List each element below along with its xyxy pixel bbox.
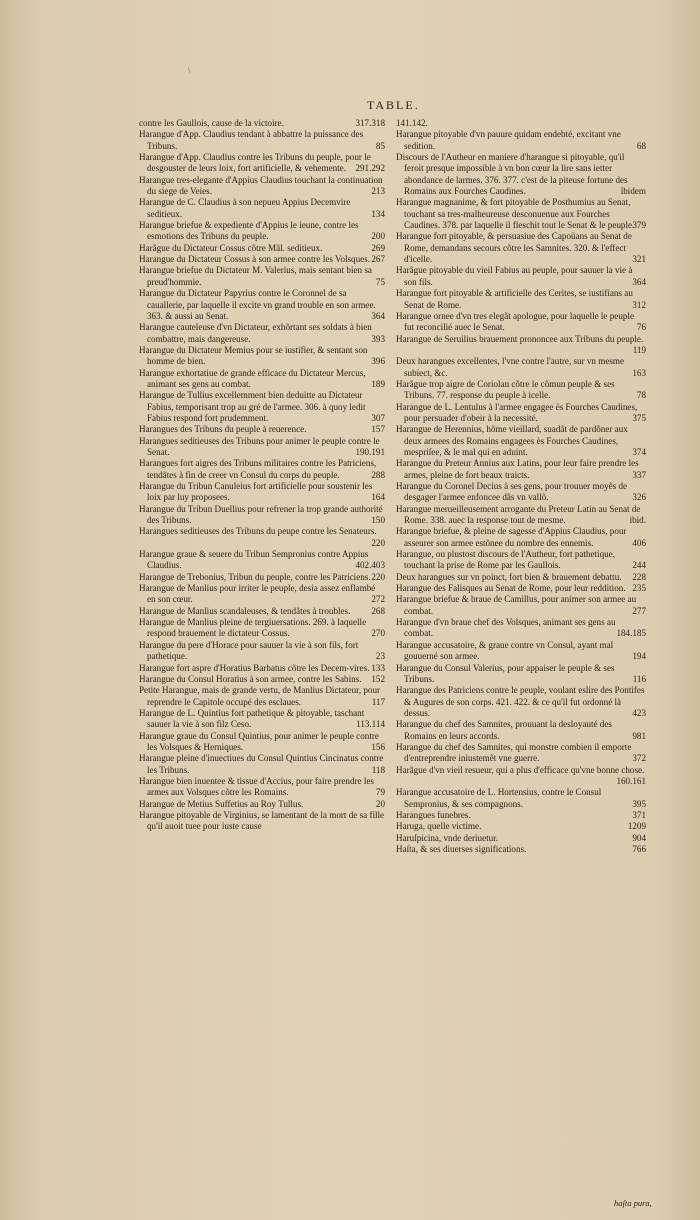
page-number: 113.114: [356, 719, 385, 730]
entry-text: Harangue d'App. Claudius tendant à abbattre la puissance des Tribuns.: [139, 129, 364, 151]
page-number: 134: [371, 208, 385, 219]
index-entry: [396, 379, 646, 402]
page-number: ibidem: [620, 186, 646, 197]
entry-text: Harangue graue du Consul Quintius, pour animer le peuple contre les Volsques & Herniques.: [139, 730, 379, 752]
catchword: haſta pura,: [614, 1198, 652, 1208]
index-entry: [139, 572, 385, 583]
entry-text: Harangue d'vn braue chef des Volsques, animant ses gens au combat.: [396, 617, 616, 639]
index-entry: [396, 844, 646, 855]
index-entry: [396, 129, 646, 152]
entry-text: Harangue du Consul Valerius, pour appaiser le peuple & ses Tribuns.: [396, 662, 615, 684]
index-entry: [396, 402, 646, 425]
index-column-left: [139, 118, 385, 833]
page-number: 766: [632, 844, 646, 854]
index-entry: [139, 288, 385, 322]
entry-text: Deux harangues sur vn poinct, fort bien & brauement debattu.: [396, 571, 622, 582]
entry-text: Harangues seditieuses des Tribuns pour animer le peuple contre le Senat.: [139, 435, 380, 457]
index-entry: [396, 742, 646, 765]
page-number: 402.403: [355, 560, 385, 571]
page-number: 268: [371, 605, 385, 616]
index-entry: [396, 152, 646, 197]
index-entry: [139, 481, 385, 504]
entry-text: contre les Gaullois, cause de la victoire.: [139, 118, 284, 128]
page-number: 68: [636, 140, 646, 151]
index-entry: [396, 334, 646, 357]
entry-text: Harangue pitoyable d'vn pauure quidam endebté, excitant vne sedition.: [396, 129, 621, 151]
entry-text: Harangue du Tribun Duellius pour refrener la trop grande authorité des Tribuns.: [139, 503, 383, 526]
margin-mark: \: [188, 66, 191, 75]
page-number: 213: [371, 186, 385, 197]
entry-text: Harangue de L. Quintius fort pathetique & pitoyable, taschant sauuer la vie à son filz Ceso.: [139, 707, 365, 730]
page-number: 371: [632, 809, 646, 820]
page-number: 393: [371, 333, 385, 344]
entry-text: Harangue merueilleusement arrogante du Preteur Latin au Senat de Rome. 338. auec la response tout de mesme.: [396, 503, 641, 526]
entry-text: Harangue de Metius Suffetius au Roy Tullus.: [139, 798, 304, 809]
index-entry: [139, 220, 385, 243]
entry-text: Harangues fort aigres des Tribuns militaires contre les Patriciens, tendãtes à fin de creer vn Consul du corps du peuple.: [139, 458, 377, 480]
page-number: 288: [371, 469, 385, 480]
index-entry: [396, 810, 646, 821]
entry-text: Harangue fort pitoyable, & persuasiue des Capoüans au Senat de Rome, demandans secours cõtre les Samnites. 320. & l'effect d'icelle.: [396, 231, 632, 265]
index-entry: [139, 663, 385, 674]
index-entry: [396, 640, 646, 663]
index-entry: [139, 674, 385, 685]
entry-text: Harangue du Dictateur Papyrius contre le Coronnel de sa cauallerie, par laquelle il excite vn grand trouble en son armee. 363. & aussi au Senat.: [139, 288, 376, 321]
index-entry: [396, 765, 646, 788]
index-entry: [396, 583, 646, 594]
page-number: 372: [632, 753, 646, 764]
page-number: 220: [371, 537, 385, 548]
index-entry: [396, 311, 646, 334]
entry-text: Harangue du Tribun Canuleius fort artificielle pour soustenir les loix par luy proposees.: [139, 481, 373, 503]
index-entry: [139, 458, 385, 481]
index-entry: [139, 640, 385, 663]
page-number: 904: [632, 832, 646, 843]
page-number: 164: [371, 492, 385, 503]
index-entry: [139, 197, 385, 220]
page-number: 272: [371, 594, 385, 605]
entry-text: Harangue des Patriciens contre le peuple, voulant eslire des Pontifes & Augures de son corps. 421. 422. & ce qu'il fut ordonné là dessus.: [396, 685, 645, 718]
page-number: 118: [371, 764, 385, 775]
page-number: 406: [632, 537, 646, 548]
page-number: ibid.: [629, 515, 646, 526]
page-number: 200: [371, 231, 385, 242]
index-entry: [396, 663, 646, 686]
entry-text: Harangue pitoyable de Virginius, se lamentant de la mort de sa fille qu'il auoit tuee pour iuste cause: [139, 809, 385, 832]
page-number: 189: [371, 378, 385, 389]
entry-text: Petite Harangue, mais de grande vertu, de Manlius Dictateur, pour reprendre le Capitole occupé des esclaues.: [139, 685, 381, 707]
page-number: 75: [375, 276, 385, 287]
index-entry: [139, 526, 385, 549]
page-number: 228: [632, 571, 646, 582]
page-number: 423: [632, 707, 646, 718]
index-entry: [396, 787, 646, 810]
index-entry: [139, 118, 385, 129]
index-entry: [139, 265, 385, 288]
entry-text: Harangue de C. Claudius à son nepueu Appius Decemvire seditieux.: [139, 197, 351, 219]
page-number: 981: [632, 730, 646, 741]
page-number: 277: [632, 605, 646, 616]
page-number: 152: [371, 673, 385, 684]
entry-text: Harangue briefue, & pleine de sagesse d'Appius Claudius, pour asseurer son armee estõnee du nombre des ennemis.: [396, 526, 627, 548]
index-entry: [139, 368, 385, 391]
entry-text: Harangue de Seruilius brauement prononcee aux Tribuns du peuple.: [396, 333, 644, 344]
index-entry: [396, 265, 646, 288]
entry-text: Harangues des Tribuns du peuple à reuerence.: [139, 424, 307, 435]
entry-text: Harangue briefue du Dictateur M. Valerius, mais sentant bien sa preud'hommie.: [139, 265, 372, 287]
index-entry: [139, 345, 385, 368]
page-number: 395: [632, 798, 646, 809]
entry-text: Harangue de Manlius pleine de tergiuersations. 269. à laquelle respond brauement le dictateur Cossus.: [139, 617, 367, 639]
index-entry: [396, 594, 646, 617]
entry-text: Discours de l'Autheur en maniere d'harangue si pitoyable, qu'il feroit presque impossible à vn bon cœur la lire sans ietter abondance de larmes. 376. 377. c'est de la piteuse fortune des Romains aux Fourches Caudines.: [396, 152, 628, 197]
index-entry: [139, 708, 385, 731]
page-number: 76: [636, 322, 646, 333]
entry-text: Harangue ornee d'vn tres elegãt apologue, pour laquelle le peuple fut reconcilié auec le Senat.: [396, 310, 634, 333]
page-number: 312: [632, 299, 646, 310]
index-entry: [396, 458, 646, 481]
entry-text: Harangue de Trebonius, Tribun du peuple, contre les Patriciens.: [139, 571, 371, 582]
page-number: 78: [636, 390, 646, 401]
index-entry: [396, 231, 646, 265]
entry-text: Harangue accusatoire de L. Hortensius, contre le Consul Sempronius, & ses compagnons.: [396, 787, 602, 809]
index-entry: [396, 617, 646, 640]
entry-text: Haruga, quelle victime.: [396, 821, 482, 832]
entry-text: Harangue graue & seuere du Tribun Sempronius contre Appius Claudius.: [139, 549, 369, 571]
entry-text: Harangue de Manlius scandaleuses, & tendãtes à troubles.: [139, 605, 351, 616]
page-number: 270: [371, 628, 385, 639]
page-number: 117: [371, 696, 385, 707]
entry-text: Harangue du chef des Samnites, prouuant la desloyauté des Romains en leurs accords.: [396, 719, 612, 741]
index-entry: [396, 833, 646, 844]
index-entry: [139, 810, 385, 833]
page-number: 150: [371, 515, 385, 526]
page-number: 119: [632, 344, 646, 355]
entry-text: Harãgue pitoyable du vieil Fabius au peuple, pour sauuer la vie à son fils.: [396, 265, 633, 287]
entry-text: Harangue briefue & braue de Camillus, pour animer son armee au combat.: [396, 594, 637, 616]
page-number: 160.161: [616, 775, 646, 786]
page-number: 307: [371, 412, 385, 423]
index-entry: [139, 606, 385, 617]
page-number: 321: [632, 254, 646, 265]
page-number: 337: [632, 469, 646, 480]
entry-text: Harangue tres-elegante d'Appius Claudius touchant la continuation du siege de Veies.: [139, 174, 383, 197]
page-number: 364: [632, 276, 646, 287]
index-entry: [139, 175, 385, 198]
entry-text: Harangues seditieuses des Tribuns du peupe contre les Senateurs.: [139, 526, 377, 537]
page-number: 220: [371, 571, 385, 582]
entry-text: Harangue du Coronel Decius à ses gens, pour trouuer moyẽs de desgager l'armee enfoncee dãs vn vallõ.: [396, 481, 628, 503]
page-number: 291.292: [355, 163, 385, 174]
index-entry: [139, 685, 385, 708]
index-entry: [139, 424, 385, 435]
entry-text: Harangue bien inuentee & tissue d'Accius, pour faire prendre les armes aux Volsques cõtre les Romains.: [139, 775, 374, 798]
entry-text: Haruſpicina, vnde deriuetur.: [396, 832, 499, 843]
entry-text: Haſta, & ses diuerses significations.: [396, 844, 527, 854]
page-number: 79: [375, 787, 385, 798]
index-entry: [139, 152, 385, 175]
page-number: 374: [632, 446, 646, 457]
index-entry: [139, 731, 385, 754]
page-number: 190.191: [355, 446, 385, 457]
page-number: 269: [371, 242, 385, 253]
index-entry: [139, 583, 385, 606]
entry-text: Harangues funebres.: [396, 809, 471, 820]
entry-text: Harangue du Consul Horatius à son armee, contre les Sabins.: [139, 673, 362, 684]
entry-text: Harangue du Dictateur Memius pour se iustifier, & sentant son homme de bien.: [139, 344, 368, 367]
index-entry: [139, 799, 385, 810]
index-entry: [396, 572, 646, 583]
entry-text: Harangue du Dictateur Cossus à son armee contre les Volsques.: [139, 254, 370, 265]
index-entry: [139, 753, 385, 776]
index-entry: [139, 617, 385, 640]
page-number: 20: [375, 798, 385, 809]
page-number: 379: [632, 220, 646, 231]
index-entry: [139, 129, 385, 152]
index-entry: [396, 821, 646, 832]
entry-text: Harãgue trop aigre de Coriolan cõtre le cõmun peuple & ses Tribuns. 77. response du peuple à icelle.: [396, 378, 615, 401]
page-number: 116: [632, 673, 646, 684]
page-number: 157: [371, 424, 385, 435]
entry-text: Harangue briefue & expediente d'Appius le ieune, contre les esmotions des Tribuns du peuple.: [139, 220, 359, 242]
page-number: 156: [371, 741, 385, 752]
entry-text: Harangue, ou plustost discours de l'Autheur, fort pathetique, touchant la prise de Rome par les Gaullois.: [396, 549, 615, 571]
entry-text: 141.142.: [396, 118, 428, 128]
index-entry: [139, 390, 385, 424]
entry-text: Harangue d'App. Claudius contre les Tribuns du peuple, pour le desgouster de leurs loix, fort artificielle, & vehemente.: [139, 152, 371, 174]
entry-text: Harangue des Falisques au Senat de Rome, pour leur reddition.: [396, 583, 626, 594]
index-entry: [139, 254, 385, 265]
entry-text: Harangue de Herennius, hõme vieillard, suadãt de pardõner aux deux armees des Romains engagees ès Fourches Caudines, mespriſee, & le mal qui en aduint.: [396, 424, 628, 457]
index-entry: [396, 719, 646, 742]
page-number: 184.185: [616, 628, 646, 639]
page-number: 317.318: [355, 118, 385, 128]
index-entry: [396, 424, 646, 458]
entry-text: Harangue de Tullius excellemment bien deduitte au Dictateur Fabius, temporisant trop au gré de l'armee. 306. à quoy ledit Fabius respond fort prudemment.: [139, 390, 366, 423]
page-number: 396: [371, 356, 385, 367]
entry-text: Harangue exhortatiue de grande efficace du Dictateur Mercus, animant ses gens au combat.: [139, 367, 366, 389]
entry-text: Harangue fort aspre d'Horatius Barbatus cõtre les Decem-vires.: [139, 662, 370, 673]
page-number: 267: [371, 254, 385, 265]
page-number: 163: [632, 367, 646, 378]
entry-text: Harãgue du Dictateur Cossus cõtre Mãl. seditieux.: [139, 242, 323, 253]
index-entry: [396, 197, 646, 231]
entry-text: Harangue cauteleuse d'vn Dictateur, exhõrtant ses soldats à bien combattre, mais dangereuse.: [139, 322, 372, 344]
index-entry: [396, 504, 646, 527]
entry-text: Harangue fort pitoyable & artificielle des Cerites, se iustifians au Senat de Rome.: [396, 288, 633, 310]
index-entry: [396, 549, 646, 572]
index-entry: [396, 288, 646, 311]
index-entry: [396, 526, 646, 549]
page-number: 1209: [627, 821, 646, 832]
entry-text: Harangue de Manlius pour irriter le peuple, desia assez enflambé en son cœur.: [139, 583, 376, 605]
index-entry: [139, 776, 385, 799]
index-entry: [139, 243, 385, 254]
page-number: 326: [632, 492, 646, 503]
entry-text: Harangue du chef des Samnites, qui monstre combien il emporte d'entreprendre iniustemẽt vne guerre.: [396, 741, 632, 764]
page-number: 133: [371, 662, 385, 673]
entry-text: Deux harangues excellentes, l'vne contre l'autre, sur vn mesme subiect, &c.: [396, 356, 625, 378]
page-header: TABLE.: [367, 98, 420, 112]
index-entry: [139, 549, 385, 572]
page-number: 194: [632, 651, 646, 662]
index-entry: [396, 685, 646, 719]
entry-text: Harangue magnanime, & fort pitoyable de Posthumius au Senat, touchant sa tres-malheureuse desconuenue aux Fourches Caudines. 378. par laquelle il fleschit tout le Senat & le peuple.: [396, 197, 635, 231]
index-entry: [139, 436, 385, 459]
entry-text: Harangue du Preteur Annius aux Latins, pour leur faire prendre les armes, pleine de fort beaux traicts.: [396, 458, 639, 480]
page-number: 85: [375, 140, 385, 151]
entry-text: Harangue pleine d'inuectiues du Consul Quintius Cincinatus contre les Tribuns.: [139, 753, 384, 775]
index-entry: [139, 504, 385, 527]
index-column-right: [396, 118, 646, 855]
page-number: 23: [375, 651, 385, 662]
index-entry: [396, 118, 646, 129]
index-entry: [139, 322, 385, 345]
page-number: 375: [632, 412, 646, 423]
entry-text: Harangue accusatoire, & graue contre vn Consul, ayant mal gouuerné son armee.: [396, 639, 614, 662]
index-entry: [396, 481, 646, 504]
entry-text: Harangue du pere d'Horace pour sauuer la vie à son fils, fort pathetique.: [139, 639, 359, 662]
entry-text: Harãgue d'vn vieil resueur, qui a plus d'efficace qu'vne bonne chose.: [396, 764, 645, 775]
entry-text: Harangue de L. Lentulus à l'armee engagee ès Fourches Caudines, pour persuader d'obeir à la necessité.: [396, 401, 638, 423]
page-number: 244: [632, 560, 646, 571]
page-number: 235: [632, 583, 646, 594]
index-entry: [396, 356, 646, 379]
page-number: 364: [371, 310, 385, 321]
